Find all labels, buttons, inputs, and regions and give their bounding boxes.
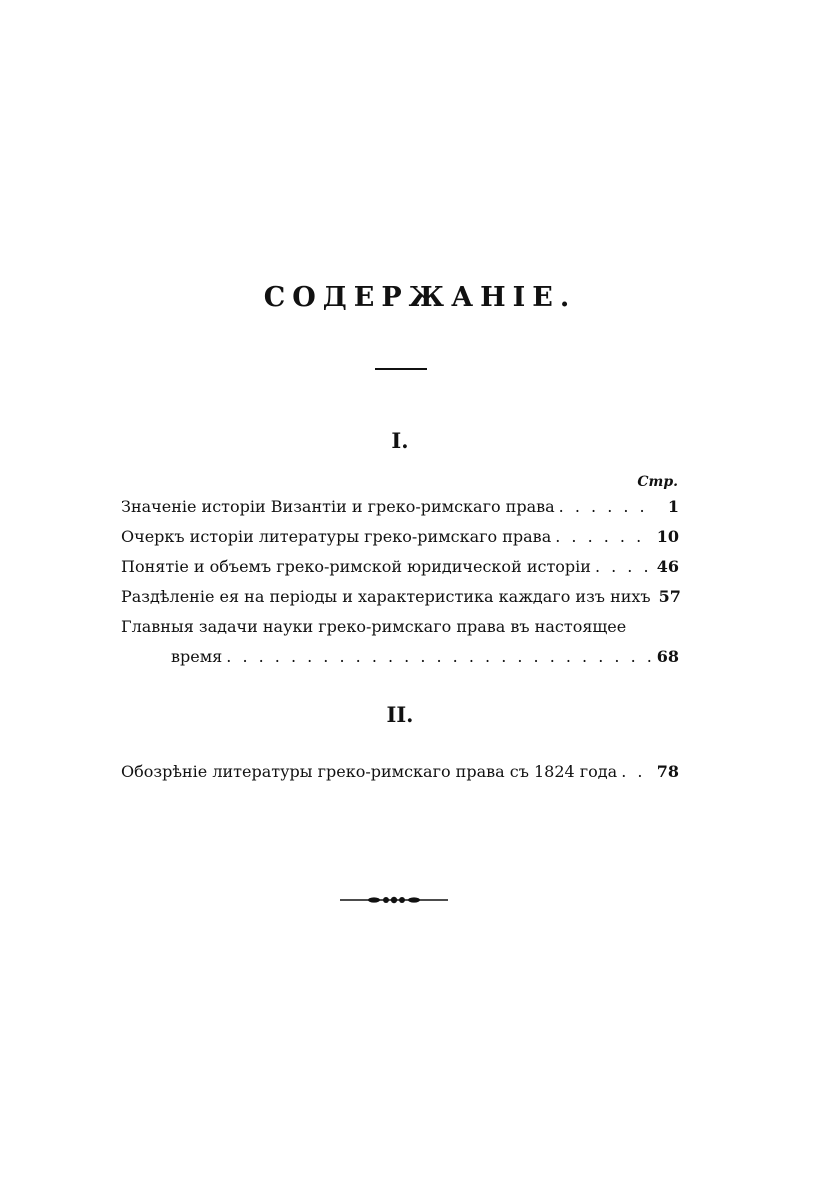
toc-entry-page: 78 xyxy=(656,762,679,781)
toc-entry-text: Главныя задачи науки греко-римскаго права въ настоящее xyxy=(121,617,627,636)
toc-entry-continuation: время xyxy=(171,647,223,666)
dot-leader xyxy=(226,642,652,672)
toc-entry-page: 46 xyxy=(656,557,679,576)
dot-leader xyxy=(555,522,653,552)
toc-entry-text: Понятіе и объемъ греко-римской юридической исторіи xyxy=(121,557,591,576)
toc-entry[interactable] xyxy=(121,582,679,612)
toc-entry[interactable] xyxy=(121,612,679,672)
dot-leader xyxy=(559,492,657,522)
toc-section-1 xyxy=(121,492,679,672)
toc-entry[interactable] xyxy=(121,757,679,787)
page-title: СОДЕРЖАНІЕ. xyxy=(263,282,577,313)
dot-leader xyxy=(621,757,653,787)
toc-entry[interactable] xyxy=(121,552,679,582)
section-number-2: II. xyxy=(386,702,414,727)
toc-entry-text: Раздѣленіе ея на періоды и характеристика каждаго изъ нихъ xyxy=(121,587,651,606)
section-number-1: I. xyxy=(391,428,409,453)
toc-entry-page: 68 xyxy=(656,647,679,666)
toc-entry-text: Обозрѣніе литературы греко-римскаго права съ 1824 года xyxy=(121,762,618,781)
page-column-label: Стр. xyxy=(637,474,678,490)
ornament-divider-icon xyxy=(340,893,448,907)
toc-entry-text: Значеніе исторіи Византіи и греко-римскаго права xyxy=(121,497,555,516)
toc-entry-page: 10 xyxy=(656,527,679,546)
toc-entry-text: Очеркъ исторіи литературы греко-римскаго права xyxy=(121,527,552,546)
toc-entry-page: 57 xyxy=(658,587,681,606)
toc-section-2 xyxy=(121,757,679,787)
toc-entry[interactable] xyxy=(121,522,679,552)
title-divider xyxy=(375,368,427,370)
dot-leader xyxy=(595,552,653,582)
toc-entry[interactable] xyxy=(121,492,679,522)
toc-entry-page: 1 xyxy=(667,497,679,516)
